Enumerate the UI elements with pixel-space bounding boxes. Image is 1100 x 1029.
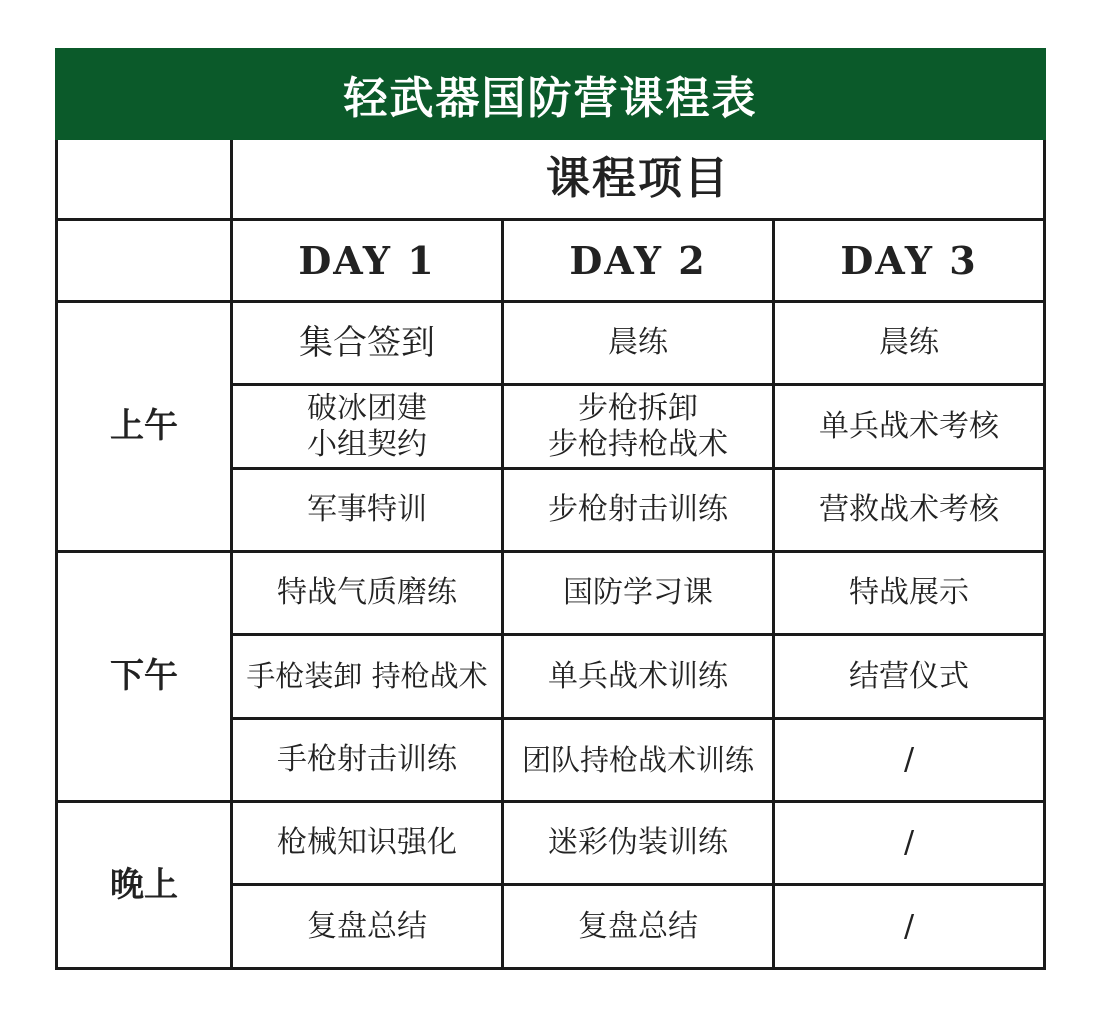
- schedule-cell: 团队持枪战术训练: [521, 742, 754, 777]
- schedule-cell: 集合签到: [299, 322, 435, 363]
- schedule-cell: 迷彩伪装训练: [548, 825, 728, 860]
- schedule-cell: 结营仪式: [849, 658, 969, 694]
- schedule-cell: 晨练: [879, 325, 939, 360]
- period-morning: 上午: [110, 406, 178, 447]
- schedule-cell: 单兵战术训练: [548, 658, 728, 694]
- schedule-cell: 单兵战术考核: [819, 408, 999, 444]
- schedule-cell: 手枪射击训练: [277, 742, 457, 777]
- cell-line: 破冰团建: [307, 390, 427, 426]
- schedule-cell: 手枪装卸 持枪战术: [246, 659, 488, 694]
- schedule-cell: 国防学习课: [563, 575, 713, 610]
- cell-line: 步枪拆卸: [578, 390, 698, 426]
- schedule-cell: 复盘总结: [578, 908, 698, 944]
- schedule-cell: 晨练: [608, 325, 668, 360]
- day-2-header: DAY 2: [569, 237, 707, 283]
- schedule-cell: 步枪射击训练: [548, 492, 728, 527]
- schedule-table: [55, 140, 1046, 970]
- schedule-cell: [233, 386, 501, 467]
- day-1-header: DAY 1: [298, 237, 436, 283]
- section-header: 课程项目: [546, 152, 730, 204]
- schedule-cell: 复盘总结: [307, 908, 427, 944]
- cell-line: 步枪持枪战术: [548, 426, 728, 462]
- title-bar: [55, 48, 1046, 140]
- schedule-cell: /: [903, 825, 915, 860]
- page-title: 轻武器国防营课程表: [343, 73, 758, 124]
- cell-line: 小组契约: [307, 426, 427, 462]
- schedule-cell: 特战展示: [849, 575, 969, 610]
- schedule-cell: /: [903, 908, 915, 944]
- schedule-cell: 枪械知识强化: [277, 825, 457, 860]
- schedule-cell: 特战气质磨练: [277, 575, 457, 610]
- period-evening: 晚上: [110, 864, 178, 905]
- schedule-cell: /: [903, 742, 915, 777]
- period-afternoon: 下午: [110, 656, 178, 697]
- schedule-cell: [504, 386, 772, 467]
- day-3-header: DAY 3: [840, 237, 978, 283]
- schedule-cell: 营救战术考核: [819, 492, 999, 527]
- schedule-cell: 军事特训: [307, 492, 427, 527]
